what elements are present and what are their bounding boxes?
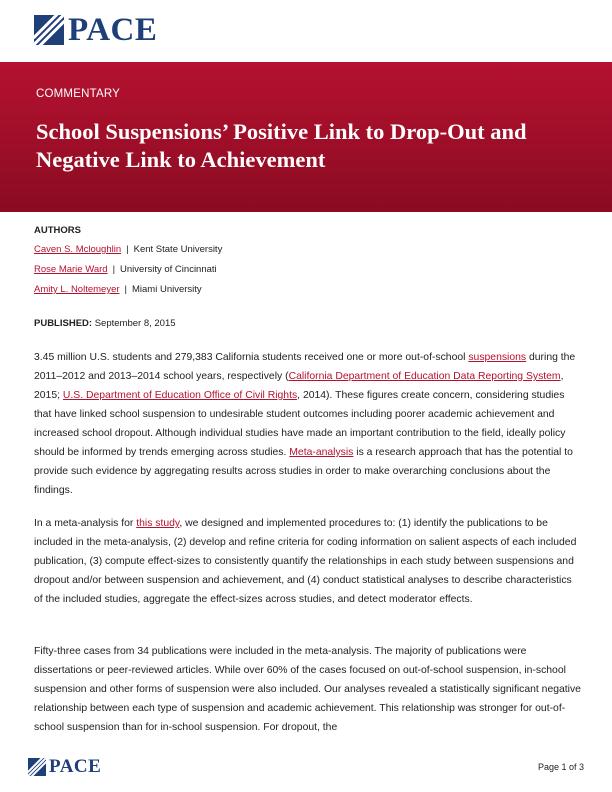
published-label: PUBLISHED: xyxy=(34,318,93,329)
body-paragraph xyxy=(34,348,582,500)
published-date xyxy=(34,318,176,329)
pace-logo-mark-icon xyxy=(34,15,64,45)
footer-logo-text: PACE xyxy=(49,756,102,777)
ocr-link[interactable]: U.S. Department of Education Office of Civil Rights xyxy=(62,390,298,401)
author-separator: | xyxy=(112,264,116,275)
this-study-link[interactable]: this study xyxy=(136,518,180,529)
pace-logo-mark-icon xyxy=(28,758,46,776)
author-row xyxy=(34,264,217,275)
body-paragraph xyxy=(34,642,582,737)
author-row xyxy=(34,284,202,295)
author-row xyxy=(34,244,222,255)
category-label: COMMENTARY xyxy=(36,88,120,100)
paragraph-text: is a research approach that has the potential to provide such evidence by aggregating results across studies in order to make overarching conclusions about the findings. xyxy=(34,447,573,496)
published-value: September 8, 2015 xyxy=(94,318,176,329)
authors-heading: AUTHORS xyxy=(34,225,81,236)
footer-pace-logo xyxy=(28,757,101,777)
author-separator: | xyxy=(124,284,127,295)
body-paragraph xyxy=(34,514,582,609)
author-link[interactable]: Caven S. Mcloughlin xyxy=(34,244,122,255)
header-banner xyxy=(0,62,612,212)
paragraph-text: Fifty-three cases from 34 publications were included in the meta-analysis. The majority of publications were dissertations or peer-reviewed articles. While over 60% of the cases focused on out-of-school suspension, in-school suspension and other forms of suspension were also included. Our analyses revealed a statistically significant negative relationship between each type of suspension and academic achievement. This relationship was stronger for out-of-school suspension than for in-school suspension. For dropout, the xyxy=(34,646,581,733)
author-separator: | xyxy=(126,244,129,255)
page-title: School Suspensions’ Positive Link to Drop-Out and Negative Link to Achievement xyxy=(36,119,527,172)
paragraph-text: , 2014). These figures create concern, considering studies that have linked school suspension to undesirable student outcomes including poorer academic achievement and increased school dropout. Although individual studies have made an important contribution to the field, ideally policy should be informed by trends emerging across studies. xyxy=(34,390,566,458)
author-link[interactable]: Amity L. Noltemeyer xyxy=(34,284,120,295)
author-affiliation: Miami University xyxy=(132,284,202,295)
page-number: Page 1 of 3 xyxy=(537,762,584,772)
pace-logo[interactable] xyxy=(34,14,157,46)
meta-analysis-link[interactable]: Meta-analysis xyxy=(289,447,354,458)
paragraph-text: , we designed and implemented procedures to: (1) identify the publications to be included in the meta-analysis, (2) develop and refine criteria for coding information on salient aspects of each included publication, (3) compute effect-sizes to consistently quantify the relationships in each study between suspensions and dropout and/or between suspension and achievement, and (4) conduct statistical analyses to describe characteristics of the included studies, aggregate the effect-sizes across studies, and detect moderator effects. xyxy=(34,518,577,605)
paragraph-text: , 2015; xyxy=(34,371,564,401)
pace-logo-text: PACE xyxy=(68,12,158,48)
paragraph-text: In a meta-analysis for xyxy=(34,518,137,529)
paragraph-text: during the 2011–2012 and 2013–2014 school years, respectively ( xyxy=(34,352,576,382)
author-affiliation: University of Cincinnati xyxy=(120,264,217,275)
cde-data-link[interactable]: California Department of Education Data Reporting System xyxy=(288,371,561,382)
author-affiliation: Kent State University xyxy=(133,244,223,255)
paragraph-text: 3.45 million U.S. students and 279,383 California students received one or more out-of-school xyxy=(34,352,469,363)
suspensions-link[interactable]: suspensions xyxy=(468,352,527,363)
author-link[interactable]: Rose Marie Ward xyxy=(34,264,108,275)
